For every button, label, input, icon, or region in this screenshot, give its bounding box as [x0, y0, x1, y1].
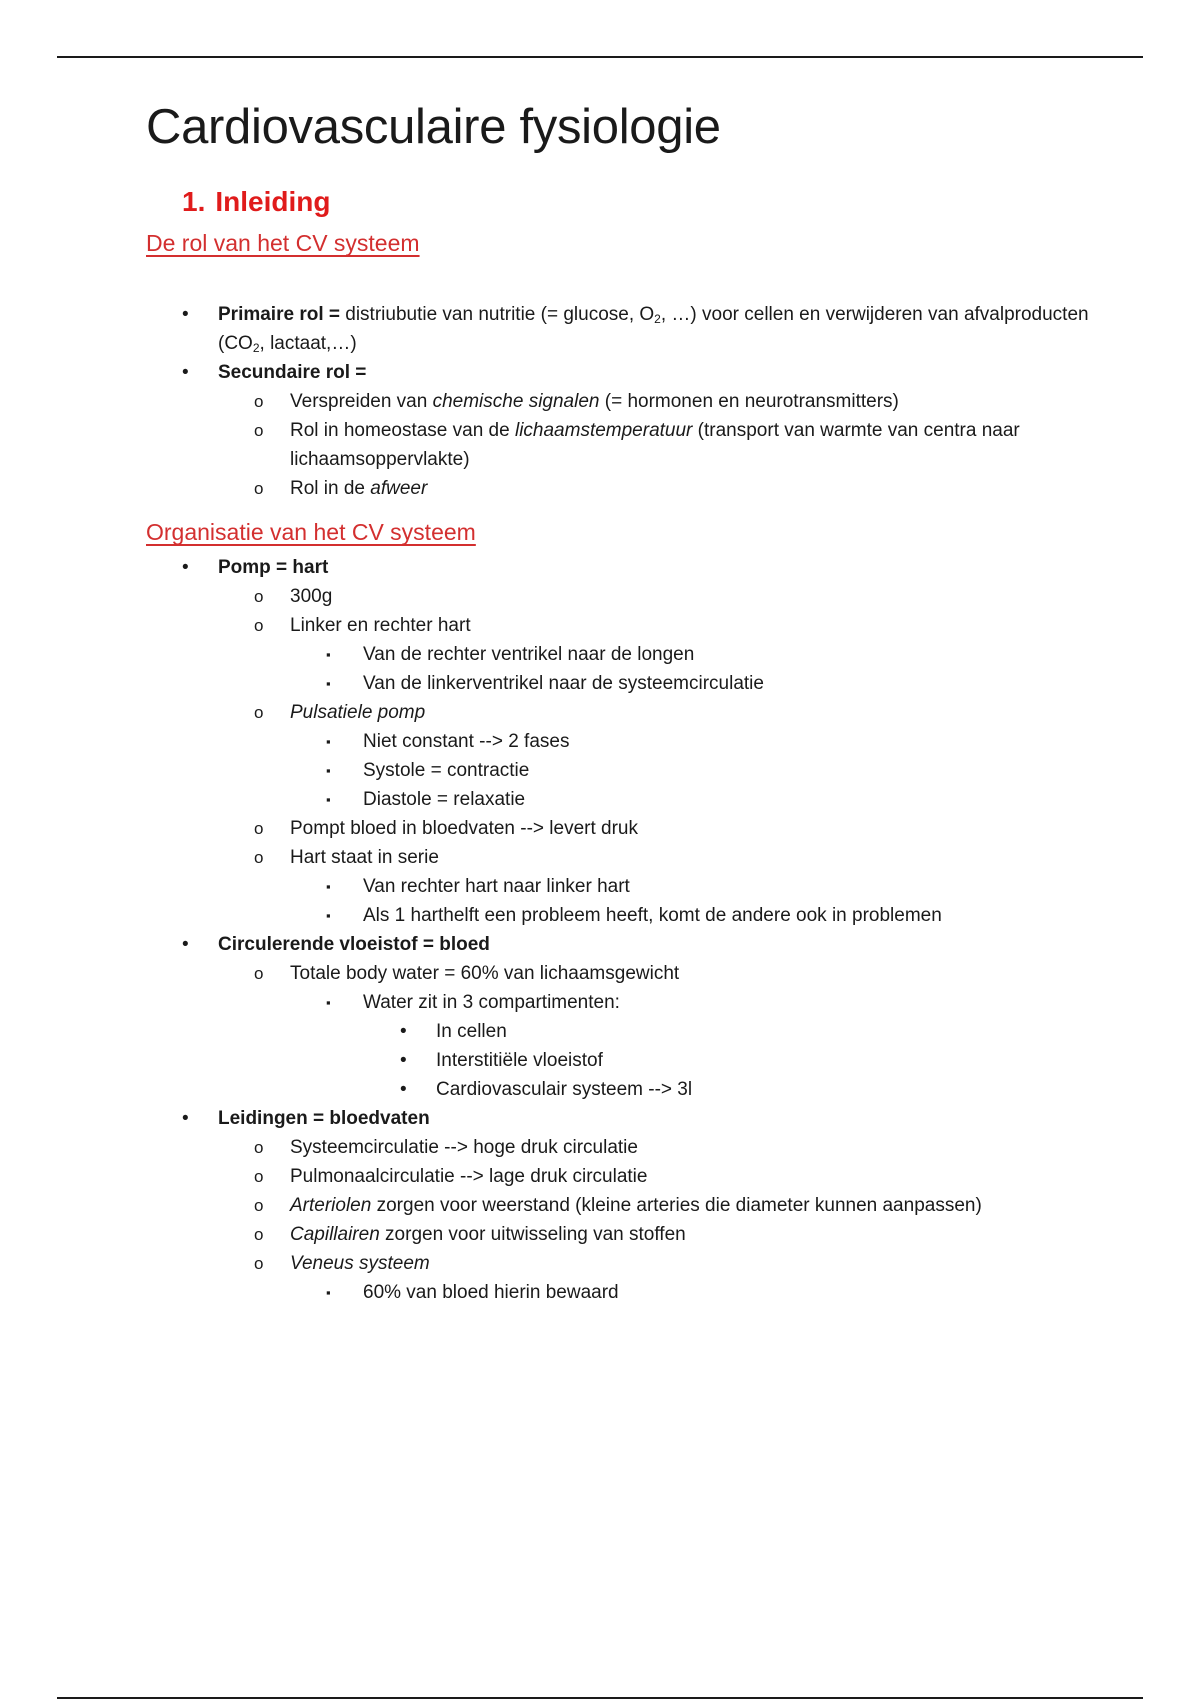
square-marker: ▪: [326, 734, 331, 750]
list-item-systole: [146, 756, 1106, 785]
primaire-rol-label: Primaire rol =: [218, 304, 340, 326]
list-item-interstitiele-vloeistof: [146, 1046, 1106, 1075]
list-item-diastole: [146, 785, 1106, 814]
square-marker: ▪: [326, 1285, 331, 1301]
list-item-niet-constant: [146, 727, 1106, 756]
item-text: zorgen voor uitwisseling van stoffen: [379, 1224, 686, 1246]
item-text: Water zit in 3 compartimenten:: [363, 992, 620, 1014]
item-emphasis: Arteriolen: [290, 1195, 372, 1217]
item-text: Systole = contractie: [363, 760, 530, 782]
list-item-rechter-ventrikel: [146, 640, 1106, 669]
item-text: Rol in de: [290, 478, 371, 500]
bullet-marker: •: [182, 362, 189, 384]
circle-marker: o: [254, 587, 264, 607]
list-item-chemische-signalen: [146, 387, 1106, 416]
item-text: 60% van bloed hierin bewaard: [363, 1282, 619, 1304]
item-text: In cellen: [436, 1021, 507, 1043]
subheading-rol-cv-systeem: De rol van het CV systeem: [146, 230, 420, 257]
list-item-totale-body-water: [146, 959, 1106, 988]
circle-marker: o: [254, 848, 264, 868]
item-emphasis: Capillairen: [290, 1224, 380, 1246]
item-text: (transport van warmte van centra naar lichaamsoppervlakte): [290, 420, 1020, 471]
item-text: Pompt bloed in bloedvaten --> levert druk: [290, 818, 639, 840]
square-marker: ▪: [326, 792, 331, 808]
square-marker: ▪: [326, 879, 331, 895]
list-item-leidingen: [146, 1104, 1106, 1133]
item-text: Systeemcirculatie --> hoge druk circulatie: [290, 1137, 638, 1159]
secundaire-rol-label: Secundaire rol =: [218, 362, 367, 384]
list-item-lichaamstemperatuur: [146, 416, 1106, 474]
subscript-2: 2: [252, 341, 260, 356]
item-emphasis: afweer: [370, 478, 428, 500]
list-item-pompt-bloed: [146, 814, 1106, 843]
item-text: Van de linkerventrikel naar de systeemcirculatie: [363, 673, 764, 695]
circle-marker: o: [254, 1167, 264, 1187]
list-item-in-cellen: [146, 1017, 1106, 1046]
item-text: Niet constant --> 2 fases: [363, 731, 570, 753]
item-text: Verspreiden van: [290, 391, 433, 413]
rol-list: [146, 300, 1106, 503]
list-item-linkerventrikel: [146, 669, 1106, 698]
list-item-pomp: [146, 553, 1106, 582]
circle-marker: o: [254, 1196, 264, 1216]
section-heading-inleiding: [182, 185, 1106, 219]
list-item-harthelft-probleem: [146, 901, 1106, 930]
pomp-label: Pomp = hart: [218, 557, 329, 579]
item-text: Rol in homeostase van de: [290, 420, 515, 442]
item-text: Interstitiële vloeistof: [436, 1050, 603, 1072]
list-item-linker-rechter: [146, 611, 1106, 640]
square-marker: ▪: [326, 763, 331, 779]
circle-marker: o: [254, 616, 264, 636]
item-text: Als 1 harthelft een probleem heeft, komt de andere ook in problemen: [363, 905, 942, 927]
list-item-afweer: [146, 474, 1106, 503]
circle-marker: o: [254, 1225, 264, 1245]
square-marker: ▪: [326, 908, 331, 924]
footer-rule: [57, 1697, 1143, 1699]
item-text: Cardiovasculair systeem --> 3l: [436, 1079, 693, 1101]
item-text: zorgen voor weerstand (kleine arteries die diameter kunnen aanpassen): [371, 1195, 982, 1217]
item-text: 300g: [290, 586, 333, 608]
list-item-300g: [146, 582, 1106, 611]
vloeistof-label: Circulerende vloeistof = bloed: [218, 934, 490, 956]
list-item-pulmonaalcirculatie: [146, 1162, 1106, 1191]
bullet-marker: •: [182, 934, 189, 956]
item-text: Van rechter hart naar linker hart: [363, 876, 630, 898]
primaire-rol-text-c: , lactaat,…): [259, 333, 357, 355]
list-item-veneus-systeem: [146, 1249, 1106, 1278]
circle-marker: o: [254, 964, 264, 984]
item-text: (= hormonen en neurotransmitters): [599, 391, 899, 413]
bullet-marker: •: [182, 304, 189, 326]
organisatie-list: [146, 553, 1106, 1307]
section-title: Inleiding: [215, 185, 331, 217]
section-number: 1.: [182, 185, 206, 217]
square-marker: ▪: [326, 676, 331, 692]
list-item-secundaire-rol: [146, 358, 1106, 387]
list-item-circulerende-vloeistof: [146, 930, 1106, 959]
circle-marker: o: [254, 1254, 264, 1274]
circle-marker: o: [254, 819, 264, 839]
subheading-wrap-rol: [146, 228, 1106, 262]
list-item-bloed-bewaard: [146, 1278, 1106, 1307]
square-marker: ▪: [326, 995, 331, 1011]
list-item-pulsatiele-pomp: [146, 698, 1106, 727]
subheading-wrap-organisatie: [146, 517, 1106, 551]
bullet-marker: •: [400, 1079, 407, 1101]
circle-marker: o: [254, 392, 264, 412]
item-text: Totale body water = 60% van lichaamsgewicht: [290, 963, 680, 985]
list-item-arteriolen: [146, 1191, 1106, 1220]
item-text: Diastole = relaxatie: [363, 789, 526, 811]
primaire-rol-text-b: , …) voor cellen en verwijderen van afvalproducten (CO: [218, 304, 1089, 355]
circle-marker: o: [254, 703, 264, 723]
item-emphasis: chemische signalen: [432, 391, 600, 413]
leidingen-label: Leidingen = bloedvaten: [218, 1108, 430, 1130]
list-item-rechter-naar-linker: [146, 872, 1106, 901]
subscript-2: 2: [654, 312, 661, 327]
bullet-marker: •: [400, 1021, 407, 1043]
primaire-rol-text-a: distriubutie van nutritie (= glucose, O: [339, 304, 655, 326]
circle-marker: o: [254, 1138, 264, 1158]
circle-marker: o: [254, 479, 264, 499]
bullet-marker: •: [182, 1108, 189, 1130]
item-emphasis: lichaamstemperatuur: [514, 420, 693, 442]
bullet-marker: •: [182, 557, 189, 579]
item-text: Hart staat in serie: [290, 847, 439, 869]
page-title: Cardiovasculaire fysiologie: [146, 100, 721, 154]
list-item-capillairen: [146, 1220, 1106, 1249]
bullet-marker: •: [400, 1050, 407, 1072]
item-text: Van de rechter ventrikel naar de longen: [363, 644, 695, 666]
subheading-organisatie-cv-systeem: Organisatie van het CV systeem: [146, 519, 476, 546]
header-rule: [57, 56, 1143, 58]
circle-marker: o: [254, 421, 264, 441]
list-item-hart-in-serie: [146, 843, 1106, 872]
square-marker: ▪: [326, 647, 331, 663]
list-item-cardiovasculair-systeem: [146, 1075, 1106, 1104]
list-item-compartimenten: [146, 988, 1106, 1017]
item-emphasis: Veneus systeem: [290, 1253, 430, 1275]
item-text: Pulmonaalcirculatie --> lage druk circulatie: [290, 1166, 648, 1188]
document-page: [146, 100, 1106, 1307]
list-item-systeemcirculatie: [146, 1133, 1106, 1162]
list-item-primaire-rol: [146, 300, 1106, 358]
item-emphasis: Pulsatiele pomp: [290, 702, 426, 724]
item-text: Linker en rechter hart: [290, 615, 471, 637]
